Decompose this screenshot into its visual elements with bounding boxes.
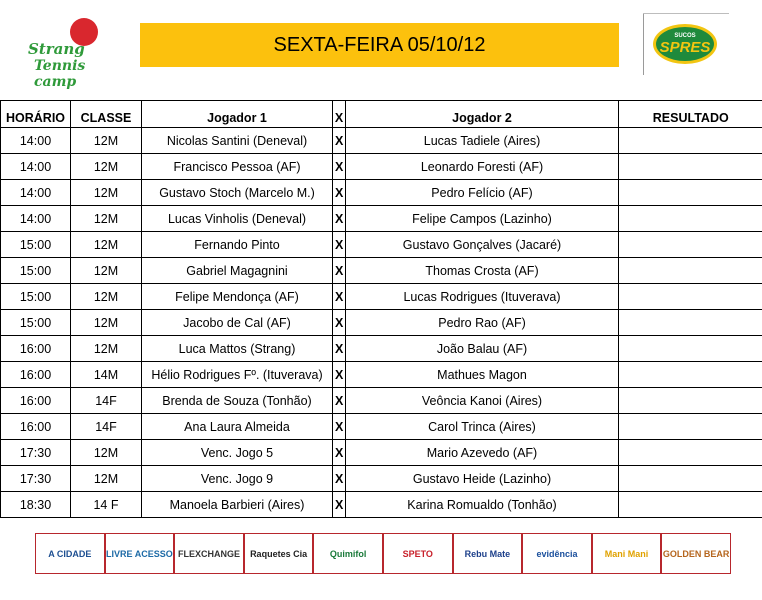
cell-player2: Leonardo Foresti (AF) xyxy=(346,154,619,180)
cell-versus: X xyxy=(333,128,346,154)
cell-class: 12M xyxy=(71,336,142,362)
logo-right-top: SUCOS xyxy=(674,33,696,39)
cell-player1: Manoela Barbieri (Aires) xyxy=(142,492,333,518)
cell-class: 14M xyxy=(71,362,142,388)
strang-tennis-camp-logo xyxy=(26,18,108,90)
table-row xyxy=(1,440,762,466)
cell-time: 14:00 xyxy=(1,180,71,206)
sponsor-logo: LIVRE ACESSO xyxy=(106,534,176,573)
cell-player2: Gustavo Heide (Lazinho) xyxy=(346,466,619,492)
cell-player1: Gustavo Stoch (Marcelo M.) xyxy=(142,180,333,206)
cell-versus: X xyxy=(333,284,346,310)
cell-class: 14 F xyxy=(71,492,142,518)
cell-player1: Brenda de Souza (Tonhão) xyxy=(142,388,333,414)
cell-player2: Karina Romualdo (Tonhão) xyxy=(346,492,619,518)
cell-class: 12M xyxy=(71,232,142,258)
cell-player2: Pedro Rao (AF) xyxy=(346,310,619,336)
table-row xyxy=(1,128,762,154)
cell-result xyxy=(619,180,762,206)
sponsor-logo: Mani Mani xyxy=(593,534,663,573)
sucos-spres-logo xyxy=(653,24,717,64)
cell-player1: Lucas Vinholis (Deneval) xyxy=(142,206,333,232)
sponsor-logo: SPETO xyxy=(384,534,454,573)
cell-player1: Venc. Jogo 5 xyxy=(142,440,333,466)
column-header-result: RESULTADO xyxy=(619,101,762,128)
cell-time: 17:30 xyxy=(1,466,71,492)
cell-versus: X xyxy=(333,388,346,414)
table-row xyxy=(1,206,762,232)
cell-time: 14:00 xyxy=(1,154,71,180)
cell-player1: Hélio Rodrigues Fº. (Ituverava) xyxy=(142,362,333,388)
cell-class: 12M xyxy=(71,440,142,466)
cell-player1: Gabriel Magagnini xyxy=(142,258,333,284)
cell-time: 15:00 xyxy=(1,232,71,258)
cell-class: 12M xyxy=(71,258,142,284)
sponsor-logo: A CIDADE xyxy=(36,534,106,573)
cell-player1: Felipe Mendonça (AF) xyxy=(142,284,333,310)
cell-result xyxy=(619,440,762,466)
table-row xyxy=(1,284,762,310)
cell-versus: X xyxy=(333,362,346,388)
cell-time: 18:30 xyxy=(1,492,71,518)
cell-result xyxy=(619,128,762,154)
cell-player2: Mario Azevedo (AF) xyxy=(346,440,619,466)
cell-player1: Venc. Jogo 9 xyxy=(142,466,333,492)
cell-class: 12M xyxy=(71,180,142,206)
cell-player2: Veôncia Kanoi (Aires) xyxy=(346,388,619,414)
cell-result xyxy=(619,388,762,414)
cell-player2: João Balau (AF) xyxy=(346,336,619,362)
cell-result xyxy=(619,414,762,440)
cell-class: 12M xyxy=(71,466,142,492)
sponsor-logo: GOLDEN BEAR xyxy=(662,548,730,559)
table-row xyxy=(1,232,762,258)
cell-versus: X xyxy=(333,466,346,492)
table-row xyxy=(1,336,762,362)
column-header-player1: Jogador 1 xyxy=(142,101,333,128)
cell-versus: X xyxy=(333,310,346,336)
cell-time: 16:00 xyxy=(1,388,71,414)
cell-class: 12M xyxy=(71,128,142,154)
cell-versus: X xyxy=(333,154,346,180)
table-row xyxy=(1,414,762,440)
cell-player2: Lucas Rodrigues (Ituverava) xyxy=(346,284,619,310)
table-row xyxy=(1,258,762,284)
cell-versus: X xyxy=(333,258,346,284)
schedule-table xyxy=(0,100,762,518)
cell-player2: Mathues Magon xyxy=(346,362,619,388)
cell-result xyxy=(619,284,762,310)
table-row xyxy=(1,466,762,492)
cell-versus: X xyxy=(333,232,346,258)
cell-player1: Luca Mattos (Strang) xyxy=(142,336,333,362)
cell-time: 14:00 xyxy=(1,206,71,232)
cell-result xyxy=(619,232,762,258)
cell-time: 14:00 xyxy=(1,128,71,154)
logo-text-line2: Tennis camp xyxy=(34,58,86,90)
cell-class: 12M xyxy=(71,154,142,180)
cell-versus: X xyxy=(333,414,346,440)
cell-player2: Lucas Tadiele (Aires) xyxy=(346,128,619,154)
cell-versus: X xyxy=(333,206,346,232)
cell-player2: Gustavo Gonçalves (Jacaré) xyxy=(346,232,619,258)
cell-class: 14F xyxy=(71,388,142,414)
sponsor-logo: Quimifol xyxy=(314,534,384,573)
cell-player1: Fernando Pinto xyxy=(142,232,333,258)
column-header-player2: Jogador 2 xyxy=(346,101,619,128)
table-row xyxy=(1,310,762,336)
cell-player2: Thomas Crosta (AF) xyxy=(346,258,619,284)
cell-player2: Carol Trinca (Aires) xyxy=(346,414,619,440)
header-divider-top xyxy=(643,13,729,14)
cell-result xyxy=(619,310,762,336)
cell-result xyxy=(619,154,762,180)
logo-text-line1: Strang xyxy=(28,40,85,58)
cell-player2: Felipe Campos (Lazinho) xyxy=(346,206,619,232)
sponsor-logo: Raquetes Cia xyxy=(245,534,315,573)
cell-class: 12M xyxy=(71,284,142,310)
cell-time: 15:00 xyxy=(1,310,71,336)
cell-player1: Ana Laura Almeida xyxy=(142,414,333,440)
table-row xyxy=(1,180,762,206)
column-header-class: CLASSE xyxy=(71,101,142,128)
cell-result xyxy=(619,466,762,492)
sponsor-logo: evidência xyxy=(523,534,593,573)
cell-time: 15:00 xyxy=(1,284,71,310)
table-row xyxy=(1,362,762,388)
cell-versus: X xyxy=(333,336,346,362)
table-row xyxy=(1,492,762,518)
cell-versus: X xyxy=(333,440,346,466)
logo-right-name: SPRES xyxy=(659,39,711,56)
cell-class: 12M xyxy=(71,206,142,232)
column-header-versus: X xyxy=(333,101,346,128)
cell-result xyxy=(619,258,762,284)
cell-time: 15:00 xyxy=(1,258,71,284)
sponsor-logo: Rebu Mate xyxy=(454,534,524,573)
page-title: SEXTA-FEIRA 05/10/12 xyxy=(140,23,619,67)
cell-class: 12M xyxy=(71,310,142,336)
cell-time: 16:00 xyxy=(1,336,71,362)
cell-result xyxy=(619,492,762,518)
cell-player1: Francisco Pessoa (AF) xyxy=(142,154,333,180)
table-row xyxy=(1,388,762,414)
cell-time: 17:30 xyxy=(1,440,71,466)
cell-player1: Jacobo de Cal (AF) xyxy=(142,310,333,336)
cell-result xyxy=(619,336,762,362)
table-header-row xyxy=(1,101,762,128)
sponsor-bar xyxy=(35,533,731,574)
sponsor-logo: FLEXCHANGE xyxy=(175,534,245,573)
header-divider xyxy=(643,13,644,75)
cell-player1: Nicolas Santini (Deneval) xyxy=(142,128,333,154)
cell-versus: X xyxy=(333,492,346,518)
cell-result xyxy=(619,206,762,232)
cell-time: 16:00 xyxy=(1,414,71,440)
cell-result xyxy=(619,362,762,388)
table-row xyxy=(1,154,762,180)
cell-versus: X xyxy=(333,180,346,206)
cell-player2: Pedro Felício (AF) xyxy=(346,180,619,206)
cell-class: 14F xyxy=(71,414,142,440)
cell-time: 16:00 xyxy=(1,362,71,388)
column-header-time: HORÁRIO xyxy=(1,101,71,128)
